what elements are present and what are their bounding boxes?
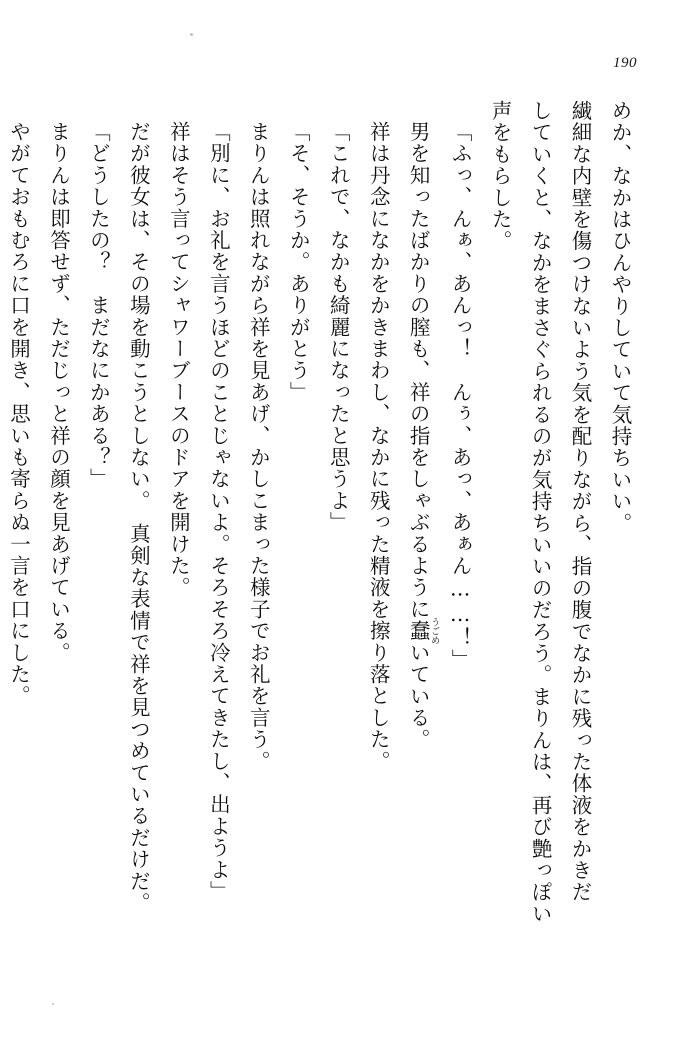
text-line: 祥は丹念になかをかきまわし、なかに残った精液を擦り落とした。 [366, 120, 391, 772]
text-line: 「別に、お礼を言うほどのことじゃないよ。そろそろ冷えてきたし、出ようよ」 [206, 120, 231, 902]
scan-speck [190, 33, 193, 36]
page-number: 190 [613, 55, 637, 71]
text-line: 「そ、そうか。ありがとう」 [286, 120, 311, 403]
text-line: 声をもらした。 [488, 100, 513, 252]
novel-body-text [6, 100, 639, 980]
text-line: めか、なかはひんやりしていて気持ちいい。 [608, 100, 632, 534]
ruby-base: 蠢 うごめ [406, 616, 440, 644]
text-line: まりんは即答せず、ただじっと祥の顔を見あげている。 [46, 120, 71, 663]
text-line: まりんは照れながら祥を見あげ、かしこまった様子でお礼を言う。 [246, 120, 271, 772]
text-line: 「ふっ、んぁ、あんっ！ んぅ、あっ、あぁん……！」 [448, 120, 473, 670]
ruby-reading: うごめ [429, 616, 440, 644]
text-line: やがておもむろに口を開き、思いも寄らぬ一言を口にした。 [6, 120, 31, 707]
scan-speck [52, 1003, 54, 1005]
text-line-with-ruby: 男を知ったばかりの膣も、祥の指をしゃぶるように蠢 うごめいている。 [406, 120, 440, 750]
text-line: 「これで、なかも綺麗になったと思うよ」 [326, 120, 351, 533]
text-line: していくと、なかをまさぐられるのが気持ちいいのだろう。まりんは、再び艶っぽい [528, 100, 553, 925]
text-line: だが彼女は、その場を動こうとしない。 真剣な表情で祥を見つめているだけだ。 [126, 120, 151, 914]
text-line: 「どうしたの？ まだなにかある？」 [86, 120, 111, 490]
text-line: 繊細な内壁を傷つけないよう気を配りながら、指の腹でなかに残った体液をかきだ [568, 100, 593, 903]
text-line: 祥はそう言ってシャワーブースのドアを開けた。 [166, 120, 191, 598]
